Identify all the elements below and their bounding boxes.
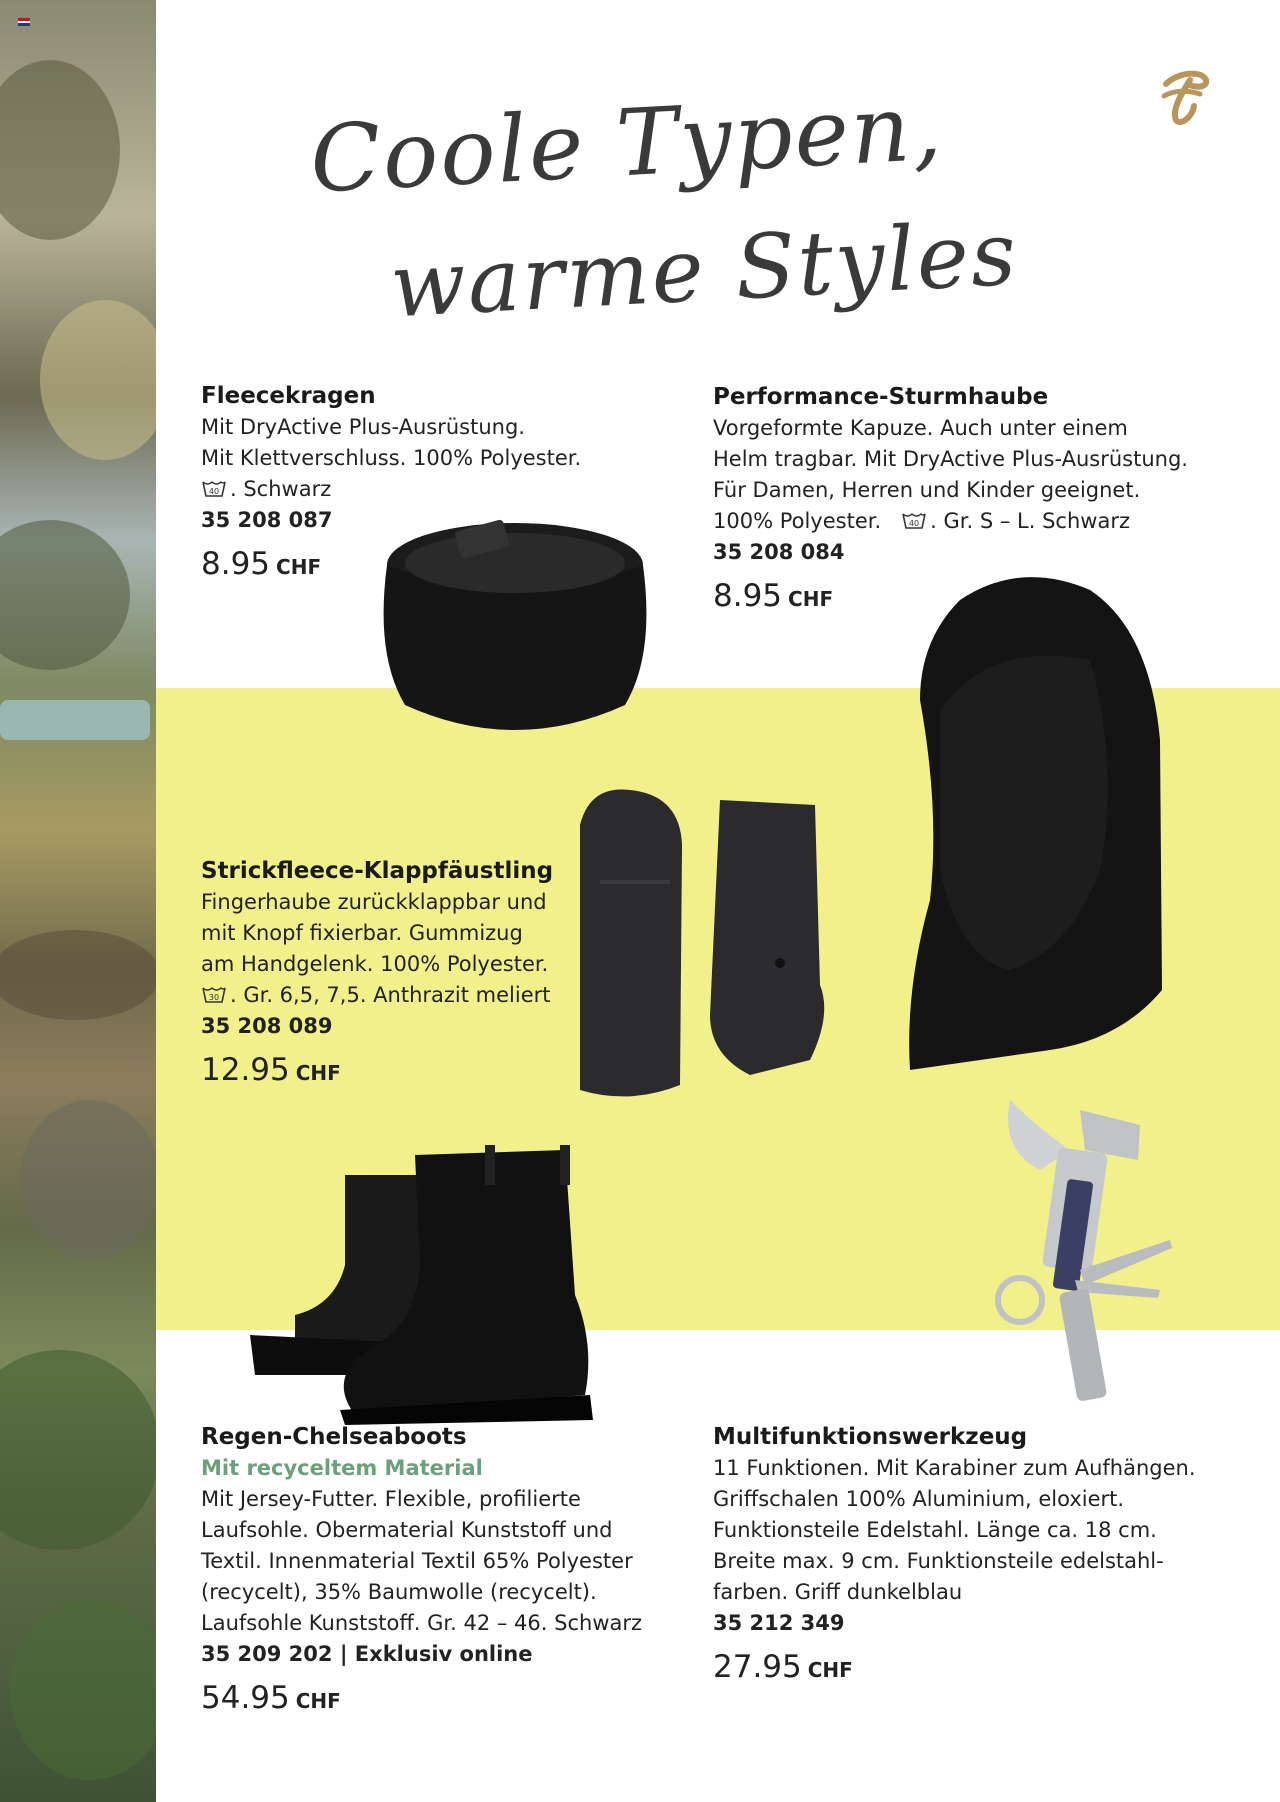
multitool-image <box>990 1090 1190 1430</box>
product-desc-line: (recycelt), 35% Baumwolle (recycelt). <box>201 1580 597 1604</box>
product-desc-line: farben. Griff dunkelblau <box>713 1580 963 1604</box>
headline <box>300 73 1060 360</box>
wash-40-icon <box>201 479 227 499</box>
svg-text:40: 40 <box>909 519 920 528</box>
article-number: 35 208 089 <box>201 1014 333 1038</box>
product-desc-line: Vorgeformte Kapuze. Auch unter einem <box>713 416 1128 440</box>
product-desc-line: Helm tragbar. Mit DryActive Plus-Ausrüstung. <box>713 447 1188 471</box>
product-desc-line: Mit DryActive Plus-Ausrüstung. <box>201 415 525 439</box>
svg-text:40: 40 <box>208 487 220 496</box>
price: 54.95 CHF <box>201 1680 341 1716</box>
care-line: 30 . Gr. 6,5, 7,5. Anthrazit meliert <box>201 980 641 1011</box>
product-chelseaboots <box>201 1421 661 1723</box>
chelsea-boots-image <box>235 1145 600 1425</box>
product-desc-line: Fingerhaube zurückklappbar und <box>201 890 547 914</box>
article-number: 35 212 349 <box>713 1611 845 1635</box>
product-desc-line: Funktionsteile Edelstahl. Länge ca. 18 cm. <box>713 1518 1157 1542</box>
product-title: Multifunktionswerkzeug <box>713 1424 1028 1450</box>
product-title: Regen-Chelseaboots <box>201 1424 467 1450</box>
sidebar-nature-photo <box>0 0 156 1802</box>
fleece-collar-image <box>365 505 665 765</box>
headline-line-2: warme Styles <box>387 201 1021 338</box>
product-desc-line: Mit Klettverschluss. 100% Polyester. <box>201 446 582 470</box>
wash-30-icon <box>201 985 227 1005</box>
product-desc-line: Laufsohle Kunststoff. Gr. 42 – 46. Schwarz <box>201 1611 643 1635</box>
product-title: Fleecekragen <box>201 383 376 409</box>
price: 8.95 CHF <box>201 546 322 582</box>
care-line: 40 . Schwarz <box>201 474 641 505</box>
headline-line-1: Coole Typen, <box>307 73 946 214</box>
product-desc-line: Laufsohle. Obermaterial Kunststoff und <box>201 1518 613 1542</box>
svg-text:30: 30 <box>208 993 220 1002</box>
brand-logo-icon <box>1158 66 1212 126</box>
article-number: 35 209 202 | Exklusiv online <box>201 1642 533 1666</box>
product-desc-line: Textil. Innenmaterial Textil 65% Polyester <box>201 1549 633 1573</box>
product-desc-line: Mit Jersey-Futter. Flexible, profilierte <box>201 1487 581 1511</box>
article-number: 35 208 087 <box>201 508 333 532</box>
product-desc-line: am Handgelenk. 100% Polyester. <box>201 952 549 976</box>
flag-icon <box>18 18 30 26</box>
product-title: Strickfleece-Klappfäustling <box>201 858 554 884</box>
product-desc-line: Griffschalen 100% Aluminium, eloxiert. <box>713 1487 1125 1511</box>
product-desc-line: Breite max. 9 cm. Funktionsteile edelstahl- <box>713 1549 1164 1573</box>
price: 12.95 CHF <box>201 1052 341 1088</box>
care-line: 100% Polyester. 40 . Gr. S – L. Schwarz <box>713 509 1130 533</box>
product-multitool <box>713 1421 1233 1692</box>
product-title: Performance-Sturmhaube <box>713 384 1049 410</box>
product-desc-line: mit Knopf fixierbar. Gummizug <box>201 921 523 945</box>
product-desc-line: Für Damen, Herren und Kinder geeignet. <box>713 478 1141 502</box>
product-subtitle: Mit recyceltem Material <box>201 1456 483 1480</box>
price: 27.95 CHF <box>713 1649 853 1685</box>
product-desc-line: 11 Funktionen. Mit Karabiner zum Aufhängen. <box>713 1456 1196 1480</box>
balaclava-image <box>900 570 1170 1075</box>
price: 8.95 CHF <box>713 578 834 614</box>
wash-40-icon <box>901 511 927 531</box>
mittens-image <box>570 785 835 1115</box>
article-number: 35 208 084 <box>713 540 845 564</box>
